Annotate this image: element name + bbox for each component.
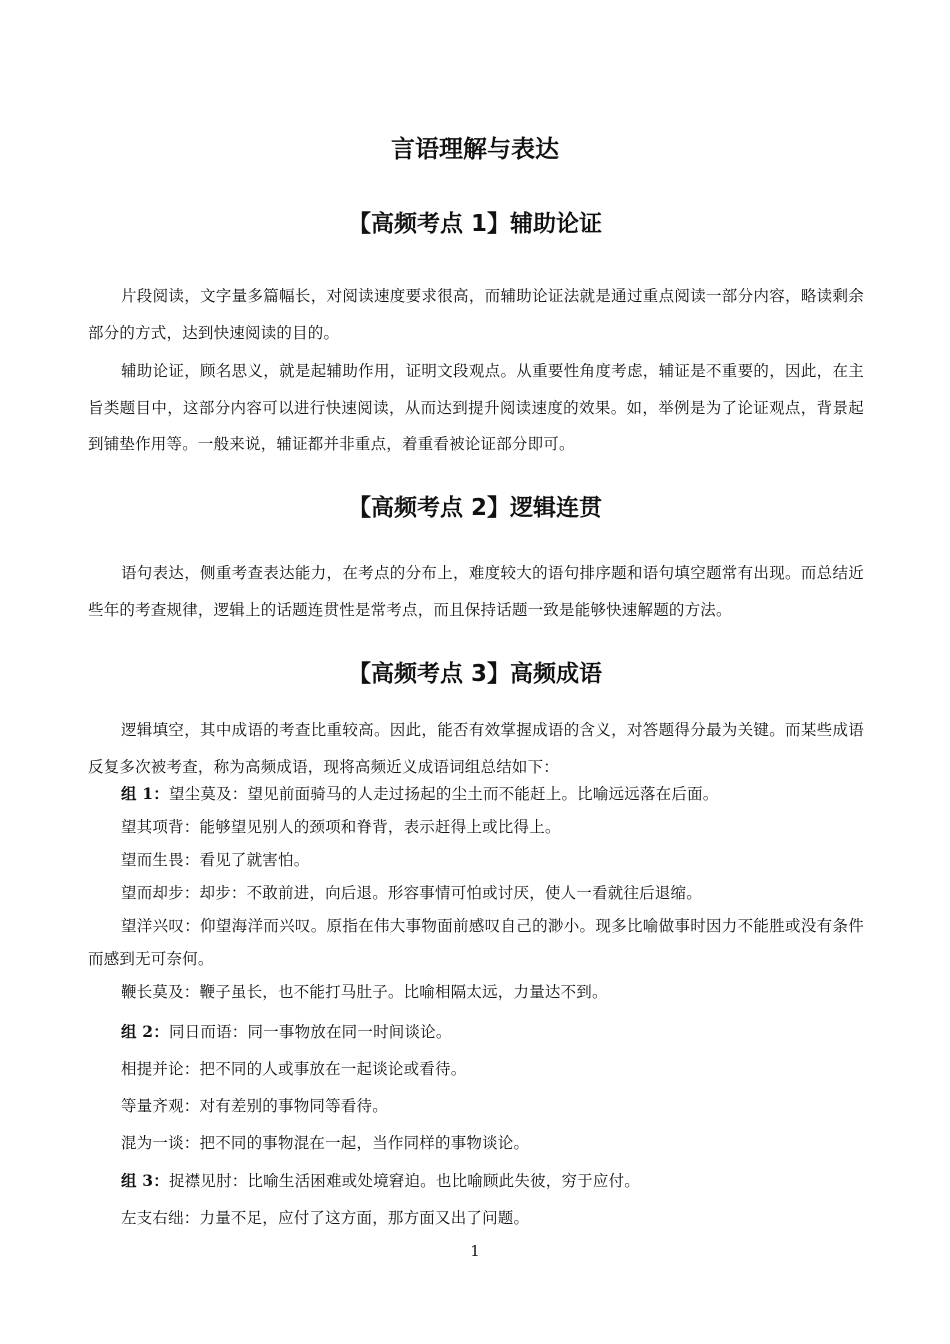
idiom-text: 望洋兴叹：仰望海洋而兴叹。原指在伟大事物面前感叹自己的渺小。现多比喻做事时因力不能胜或没有条件而感到无可奈何。 xyxy=(88,917,864,968)
group-label: 组 3： xyxy=(121,1171,169,1190)
idiom-list xyxy=(88,777,864,1237)
section-heading-1: 【高频考点 1】辅助论证 xyxy=(347,211,602,237)
section-heading-3: 【高频考点 3】高频成语 xyxy=(347,661,602,687)
idiom-text: 望而生畏：看见了就害怕。 xyxy=(121,851,310,869)
document-title: 言语理解与表达 xyxy=(391,135,559,163)
idiom-text: 望其项背：能够望见别人的颈项和脊背，表示赶得上或比得上。 xyxy=(121,818,561,836)
idiom-entry xyxy=(88,1125,864,1162)
idiom-entry xyxy=(88,1013,864,1051)
idiom-entry xyxy=(88,844,864,877)
idiom-entry xyxy=(88,1200,864,1237)
idiom-text: 同日而语：同一事物放在同一时间谈论。 xyxy=(168,1023,452,1041)
idiom-text: 捉襟见肘：比喻生活困难或处境窘迫。也比喻顾此失彼，穷于应付。 xyxy=(168,1172,640,1190)
paragraph: 辅助论证，顾名思义，就是起辅助作用，证明文段观点。从重要性角度考虑，辅证是不重要的，因此，在主旨类题目中，这部分内容可以进行快速阅读，从而达到提升阅读速度的效果。如，举例是为了论证观点，背景起到铺垫作用等。一般来说，辅证都并非重点，着重看被论证部分即可。 xyxy=(88,362,864,453)
idiom-text: 混为一谈：把不同的事物混在一起，当作同样的事物谈论。 xyxy=(121,1134,530,1152)
idiom-text: 望尘莫及：望见前面骑马的人走过扬起的尘土而不能赶上。比喻远远落在后面。 xyxy=(168,785,719,803)
idiom-entry xyxy=(88,1162,864,1200)
idiom-text: 相提并论：把不同的人或事放在一起谈论或看待。 xyxy=(121,1060,467,1078)
group-label: 组 2： xyxy=(121,1022,169,1041)
paragraph: 语句表达，侧重考查表达能力，在考点的分布上，难度较大的语句排序题和语句填空题常有出现。而总结近些年的考查规律，逻辑上的话题连贯性是常考点，而且保持话题一致是能够快速解题的方法。 xyxy=(88,564,864,619)
idiom-entry xyxy=(88,1088,864,1125)
idiom-entry xyxy=(88,877,864,910)
page-number: 1 xyxy=(470,1242,480,1260)
idiom-entry xyxy=(88,811,864,844)
idiom-entry xyxy=(88,910,864,976)
paragraph: 逻辑填空，其中成语的考查比重较高。因此，能否有效掌握成语的含义，对答题得分最为关键。而某些成语反复多次被考查，称为高频成语，现将高频近义成语词组总结如下： xyxy=(88,721,864,776)
idiom-text: 等量齐观：对有差别的事物同等看待。 xyxy=(121,1097,388,1115)
idiom-entry xyxy=(88,1051,864,1088)
idiom-text: 左支右绌：力量不足，应付了这方面，那方面又出了问题。 xyxy=(121,1209,530,1227)
idiom-text: 鞭长莫及：鞭子虽长，也不能打马肚子。比喻相隔太远，力量达不到。 xyxy=(121,983,608,1001)
idiom-entry xyxy=(88,777,864,811)
section-heading-2: 【高频考点 2】逻辑连贯 xyxy=(347,495,602,521)
group-label: 组 1： xyxy=(121,784,169,803)
paragraph: 片段阅读，文字量多篇幅长，对阅读速度要求很高，而辅助论证法就是通过重点阅读一部分内容，略读剩余部分的方式，达到快速阅读的目的。 xyxy=(88,287,864,342)
idiom-entry xyxy=(88,976,864,1009)
idiom-text: 望而却步：却步：不敢前进，向后退。形容事情可怕或讨厌，使人一看就往后退缩。 xyxy=(121,884,702,902)
